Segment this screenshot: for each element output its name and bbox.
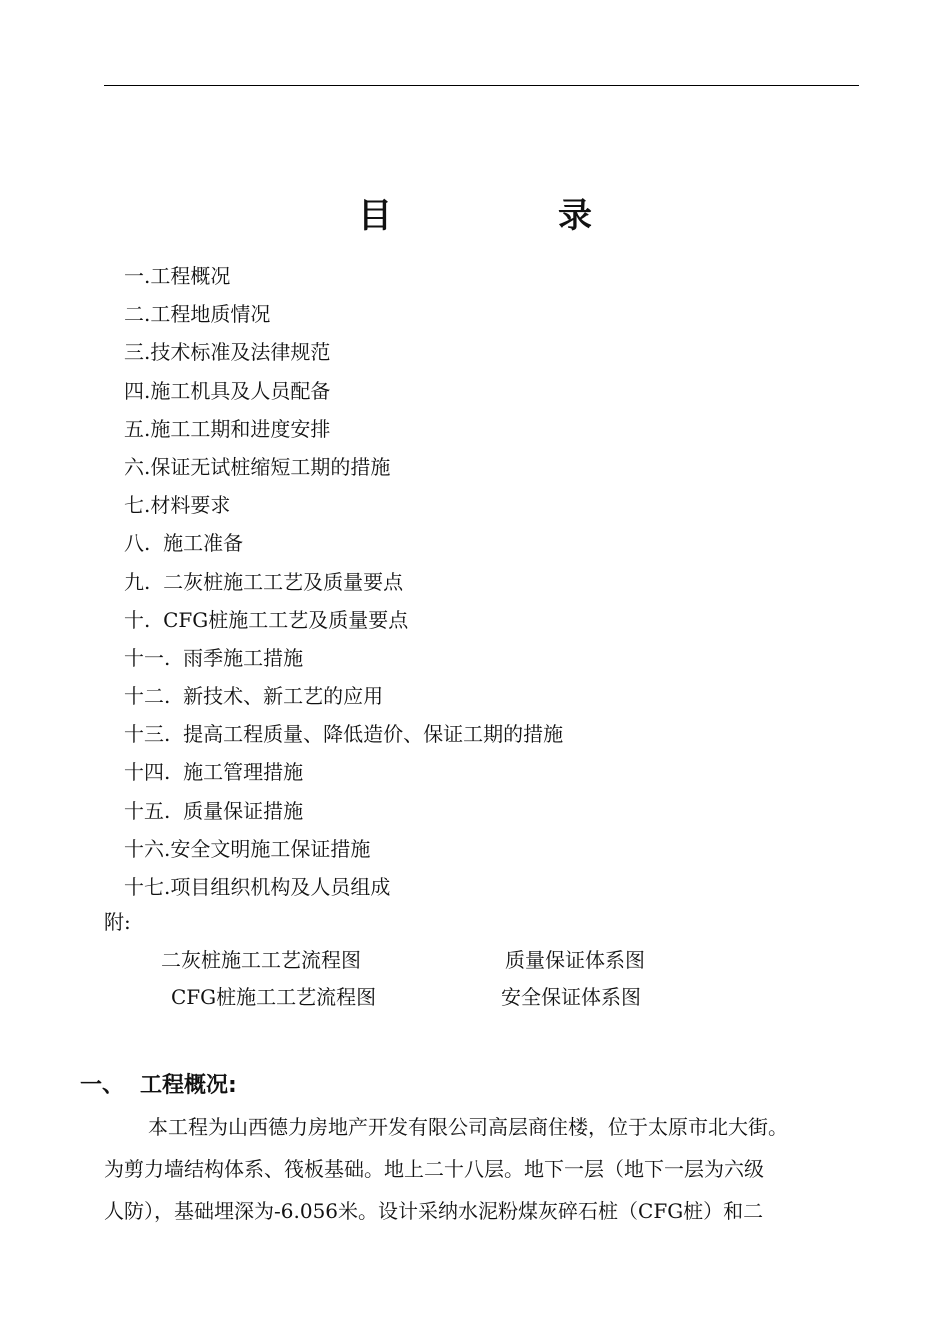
toc-item: 十五. 质量保证措施 (124, 798, 304, 823)
header-rule (104, 85, 859, 86)
toc-item: 十一. 雨季施工措施 (124, 645, 304, 670)
toc-item: 十二. 新技术、新工艺的应用 (124, 684, 384, 709)
toc-item: 八. 施工准备 (124, 531, 244, 556)
appendix-label: 附: (104, 910, 131, 934)
body-line: 为剪力墙结构体系、筏板基础。地上二十八层。地下一层（地下一层为六级 (104, 1157, 764, 1181)
body-line: 本工程为山西德力房地产开发有限公司高层商住楼，位于太原市北大街。 (148, 1115, 788, 1139)
toc-item: 十. CFG桩施工工艺及质量要点 (124, 607, 409, 632)
toc-list (124, 257, 563, 906)
toc-item: 七.材料要求 (124, 493, 231, 518)
toc-item: 九. 二灰桩施工工艺及质量要点 (124, 569, 404, 594)
section-number: 一、 (80, 1073, 125, 1098)
toc-item: 四.施工机具及人员配备 (124, 378, 331, 403)
section-body (104, 1106, 874, 1232)
section-title: 工程概况: (140, 1073, 237, 1098)
appendix-item: 二灰桩施工工艺流程图 (161, 948, 361, 972)
toc-item: 五.施工工期和进度安排 (124, 416, 331, 441)
section-heading (80, 1068, 237, 1104)
toc-item: 二.工程地质情况 (124, 302, 271, 327)
appendix-item: 质量保证体系图 (505, 948, 645, 972)
toc-item: 十三. 提高工程质量、降低造价、保证工期的措施 (124, 722, 564, 747)
appendix-item: CFG桩施工工艺流程图 (171, 985, 377, 1009)
toc-item: 六.保证无试桩缩短工期的措施 (124, 454, 391, 479)
toc-item: 三.技术标准及法律规范 (124, 340, 331, 365)
toc-item: 十七.项目组织机构及人员组成 (124, 875, 391, 899)
toc-item: 十四. 施工管理措施 (124, 760, 304, 785)
body-line: 人防），基础埋深为-6.056米。设计采纳水泥粉煤灰碎石桩（CFG桩）和二 (104, 1199, 764, 1223)
toc-title: 目 录 (358, 196, 658, 236)
toc-item: 一.工程概况 (124, 264, 231, 288)
appendix-item: 安全保证体系图 (501, 985, 641, 1009)
toc-item: 十六.安全文明施工保证措施 (124, 836, 371, 861)
